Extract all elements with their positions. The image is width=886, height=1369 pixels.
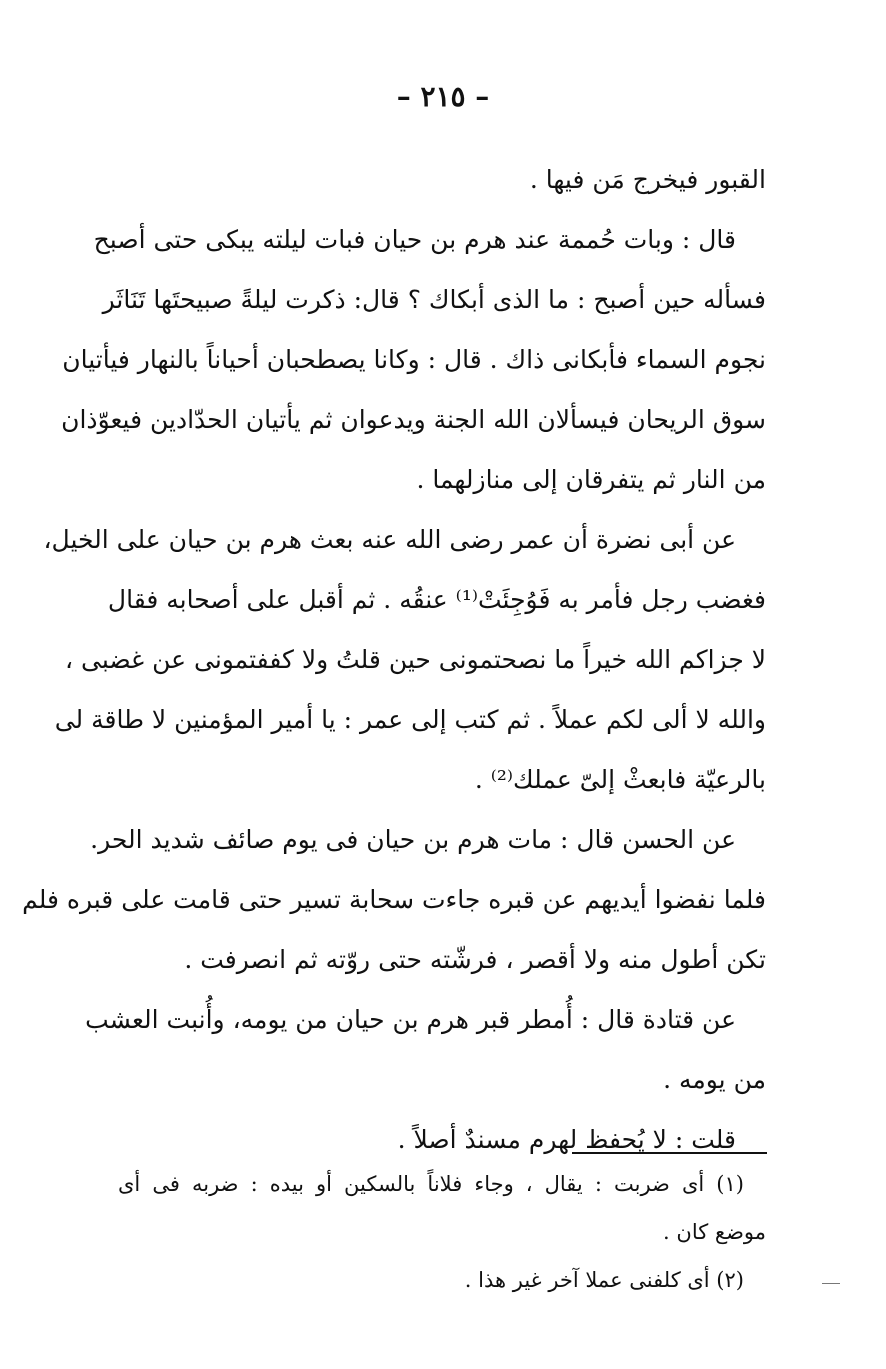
text-line: فغضب رجل فأمر به فَوُجِئَتْ⁽¹⁾ عنقُه . ثم أقبل على أصحابه فقال — [107, 585, 766, 614]
text-line: عن الحسن قال : مات هرم بن حيان فى يوم صائف شديد الحر. — [90, 825, 736, 854]
footnote-line: (٢) أى كلفنى عملا آخر غير هذا . — [464, 1268, 744, 1292]
text-line: تكن أطول منه ولا أقصر ، فرشّته حتى روّته ثم انصرفت . — [184, 945, 766, 974]
text-line: من يومه . — [663, 1065, 766, 1094]
text-line: قلت : لا يُحفظ لهرم مسندٌ أصلاً . — [397, 1125, 736, 1154]
footnote-line: (١) أى ضربت : يقال ، وجاء فلاناً بالسكين أو بيده : ضربه فى أى — [118, 1172, 744, 1196]
text-line: سوق الريحان فيسألان الله الجنة ويدعوان ثم يأتيان الحدّادين فيعوّذان — [61, 405, 766, 434]
text-line: فسأله حين أصبح : ما الذى أبكاك ؟ قال: ذكرت ليلةً صبيحتَها تَنَاثَر — [102, 285, 766, 314]
text-line: عن أبى نضرة أن عمر رضى الله عنه بعث هرم بن حيان على الخيل، — [43, 525, 736, 554]
text-line: بالرعيّة فابعثْ إلىّ عملك⁽²⁾ . — [474, 765, 766, 794]
main-text — [22, 150, 766, 1170]
footnotes — [118, 1160, 766, 1304]
margin-mark — [822, 1283, 840, 1284]
text-line: من النار ثم يتفرقان إلى منازلهما . — [416, 465, 766, 494]
text-line: لا جزاكم الله خيراً ما نصحتمونى حين قلتُ ولا كففتمونى عن غضبى ، — [64, 645, 766, 674]
footnote-separator — [572, 1152, 767, 1154]
text-line: فلما نفضوا أيديهم عن قبره جاءت سحابة تسير حتى قامت على قبره فلم — [22, 885, 766, 914]
text-line: عن قتادة قال : أُمطر قبر هرم بن حيان من يومه، وأُنبت العشب — [85, 1005, 736, 1034]
footnote-line: موضع كان . — [663, 1220, 766, 1244]
text-line: نجوم السماء فأبكانى ذاك . قال : وكانا يصطحبان أحياناً بالنهار فيأتيان — [62, 345, 766, 374]
text-line: القبور فيخرج مَن فيها . — [529, 165, 766, 194]
text-line: والله لا ألى لكم عملاً . ثم كتب إلى عمر : يا أمير المؤمنين لا طاقة لى — [54, 705, 766, 734]
page-number: – ٢١٥ – — [396, 80, 490, 113]
text-line: قال : وبات حُممة عند هرم بن حيان فبات ليلته يبكى حتى أصبح — [93, 225, 736, 254]
